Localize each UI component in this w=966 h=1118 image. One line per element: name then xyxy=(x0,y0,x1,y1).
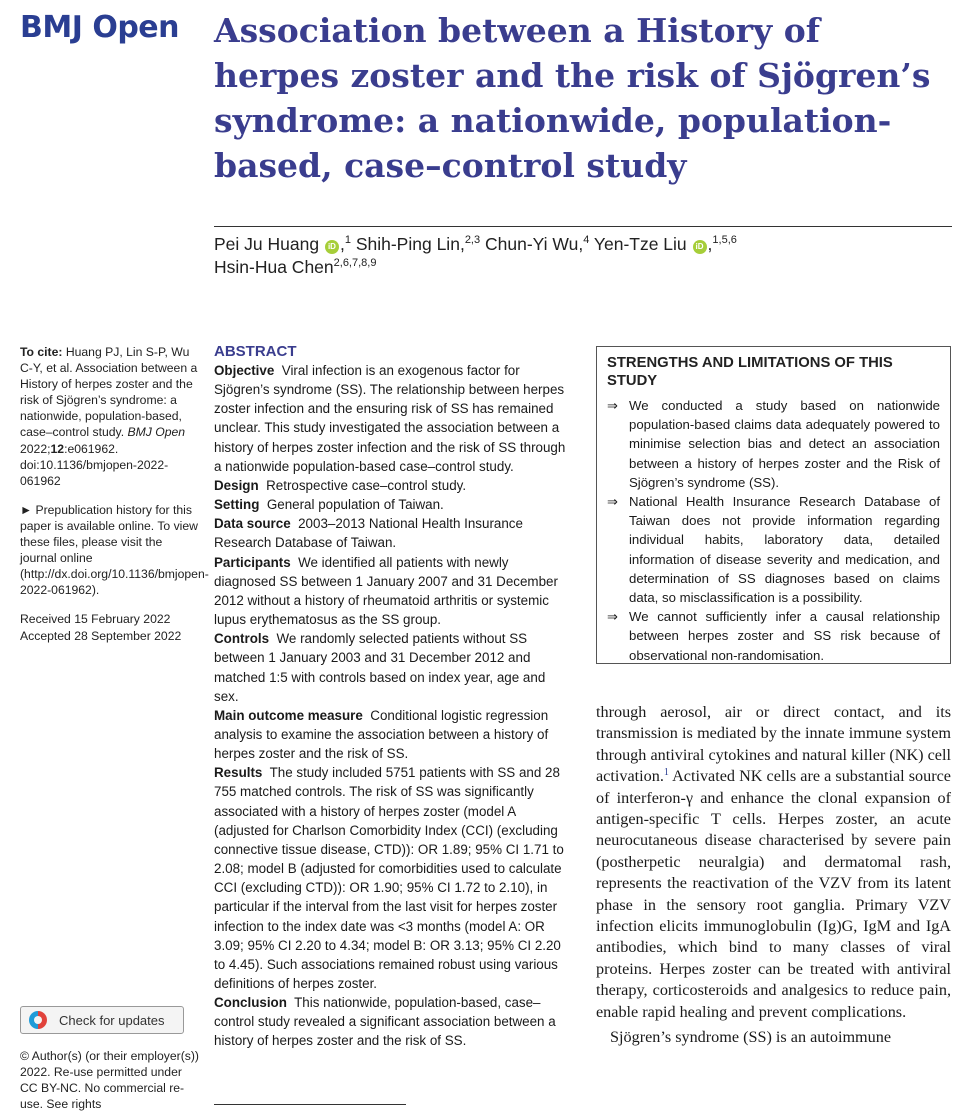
crossmark-icon xyxy=(29,1011,47,1029)
author-name[interactable]: Hsin-Hua Chen xyxy=(214,257,334,277)
author-name[interactable]: Shih-Ping Lin xyxy=(355,234,460,254)
body-paragraph: Sjögren’s syndrome (SS) is an autoimmune xyxy=(610,1028,892,1047)
citation: To cite: Huang PJ, Lin S-P, Wu C-Y, et al. Association between a History of herpes zoster and the risk of Sjögren’s syndrome: a nationwide, population-based, case–control study. BMJ Open 2022;12:e061962. doi:10.1136/bmjopen-2022-061962 xyxy=(20,345,198,488)
orcid-icon[interactable]: iD xyxy=(325,240,339,254)
strengths-list xyxy=(607,396,940,665)
check-updates-label: Check for updates xyxy=(59,1012,165,1028)
abstract-heading: ABSTRACT xyxy=(214,343,297,360)
list-item: ⇒ National Health Insurance Research Database of Taiwan does not provide information regarding individual habits, laboratory data, detailed information of disease severity and medication, and determination of SS diagnoses based on claims data, so misclassification is a possibility. xyxy=(607,494,940,606)
abstract-section: Data source 2003–2013 National Health Insurance Research Database of Taiwan. xyxy=(214,516,523,551)
strengths-limitations-box xyxy=(596,346,951,664)
author-name[interactable]: Chun-Yi Wu xyxy=(484,234,579,254)
body-paragraph: through aerosol, air or direct contact, and its transmission is mediated by the innate immune system through antiviral cytokines and natural killer (NK) cell activation.$^1$ Activated NK cells are a substantial source of interferon-γ and enhance the clonal expansion of antigen-specific T cells. Herpes zoster, an acute neurocutaneous disease characterised by severe pain (postherpetic neuralgia) and dermatomal rash, represents the reactivation of the VZV from its latent phase in the sensory root ganglia. Primary VZV infection elicits immunoglobulin (Ig)G, IgM and IgA antibodies, which bind to many classes of viral proteins. Herpes zoster can be treated with antiviral therapy, corticosteroids and analgesics to reduce pain, enable rapid healing and prevent complications. xyxy=(596,703,951,1021)
footnote-divider xyxy=(214,1104,406,1105)
box-title: STRENGTHS AND LIMITATIONS OF THIS STUDY xyxy=(607,355,893,389)
check-updates-button[interactable] xyxy=(20,1006,184,1034)
author-affiliation: 1 xyxy=(344,234,351,246)
abstract xyxy=(214,343,572,1051)
received-date: Received 15 February 2022 xyxy=(20,612,171,627)
body-text xyxy=(596,702,951,1049)
abstract-section: Results The study included 5751 patients with SS and 28 755 matched controls. The risk of SS was significantly associated with a history of herpes zoster (model A (adjusted for Charlson Comorbidity Index (CCI) (excluding connective tissue disease, CTD)): OR 1.89; 95% CI 1.71 to 2.08; model B (adjusted for comorbidities used to calculate CCI (excluding CTD)): OR 1.90; 95% CI 1.72 to 2.10), in particular if the interval from the last visit for herpes zoster infection to the index date was <3 months (model A: OR 3.09; 95% CI 2.20 to 4.34; model B: OR 3.13; 95% CI 2.20 to 4.45). Such associations remained robust using various definitions of herpes zoster. xyxy=(214,765,564,991)
abstract-section: Main outcome measure Conditional logistic regression analysis to examine the association between a history of herpes zoster and the risk of SS. xyxy=(214,707,549,762)
cite-label: To cite: xyxy=(20,345,63,359)
double-arrow-icon: ⇒ xyxy=(607,609,618,625)
article-title: Association between a History of herpes zoster and the risk of Sjögren’s syndrome: a nationwide, population-based, case–control study xyxy=(214,11,931,185)
list-item: ⇒ We conducted a study based on nationwide population-based claims data adequately powered to minimise selection bias and detect an association between a history of herpes zoster and the Risk of Sjögren’s syndrome (SS). xyxy=(607,398,940,490)
sidebar xyxy=(20,344,209,653)
double-arrow-icon: ⇒ xyxy=(607,494,618,510)
author-affiliation: 2,6,7,8,9 xyxy=(333,257,377,269)
reference-link[interactable]: 1 xyxy=(663,767,669,779)
author-list: Pei Ju Huang iD ,$^1$ Shih-Ping Lin,$^{2,3}$ Chun-Yi Wu,$^4$ Yen-Tze Liu iD ,$^{1,5,6}$ Hsin-Hua Chen$^{2,6,7,8,9}$ xyxy=(214,234,737,277)
author-affiliation: 2,3 xyxy=(464,234,481,246)
copyright-note: © Author(s) (or their employer(s)) 2022. Re-use permitted under CC BY-NC. No commercial re-use. See rights xyxy=(20,1049,199,1112)
orcid-icon[interactable]: iD xyxy=(693,240,707,254)
abstract-section: Participants We identified all patients with newly diagnosed SS between 1 January 2007 and 31 December 2012 without a history of rheumatoid arthritis or systemic lupus erythematosus as the SS group. xyxy=(214,554,558,628)
abstract-section: Objective Viral infection is an exogenous factor for Sjögren’s syndrome (SS). The relationship between herpes zoster infection and the ensuring risk of SS has remained unclear. This study investigated the association between a history of herpes zoster infection and the risk of SS through a nationwide population-based case–control study. xyxy=(214,363,566,474)
author-name[interactable]: Yen-Tze Liu xyxy=(593,234,687,254)
abstract-section: Setting General population of Taiwan. xyxy=(214,497,444,513)
list-item: ⇒ We cannot sufficiently infer a causal relationship between herpes zoster and SS risk because of observational non-randomisation. xyxy=(607,609,940,663)
journal-logo: BMJ Open xyxy=(20,10,180,45)
double-arrow-icon: ⇒ xyxy=(607,398,618,413)
abstract-section: Controls We randomly selected patients without SS between 1 January 2003 and 31 December 2012 and matched 1:5 with controls based on index year, age and sex. xyxy=(214,631,546,704)
abstract-section: Conclusion This nationwide, population-based, case–control study revealed a significant association between a history of herpes zoster and the risk of SS. xyxy=(214,995,556,1049)
author-affiliation: 1,5,6 xyxy=(712,234,737,246)
abstract-section: Design Retrospective case–control study. xyxy=(214,477,467,493)
prepub-note[interactable]: ► Prepublication history for this paper is available online. To view these files, please visit the journal online (http://dx.doi.org/10.1136/bmjopen-2022-061962). xyxy=(20,502,209,598)
author-name[interactable]: Pei Ju Huang xyxy=(214,234,320,254)
title-divider xyxy=(214,226,952,227)
accepted-date: Accepted 28 September 2022 xyxy=(20,628,182,643)
author-affiliation: 4 xyxy=(583,234,590,246)
